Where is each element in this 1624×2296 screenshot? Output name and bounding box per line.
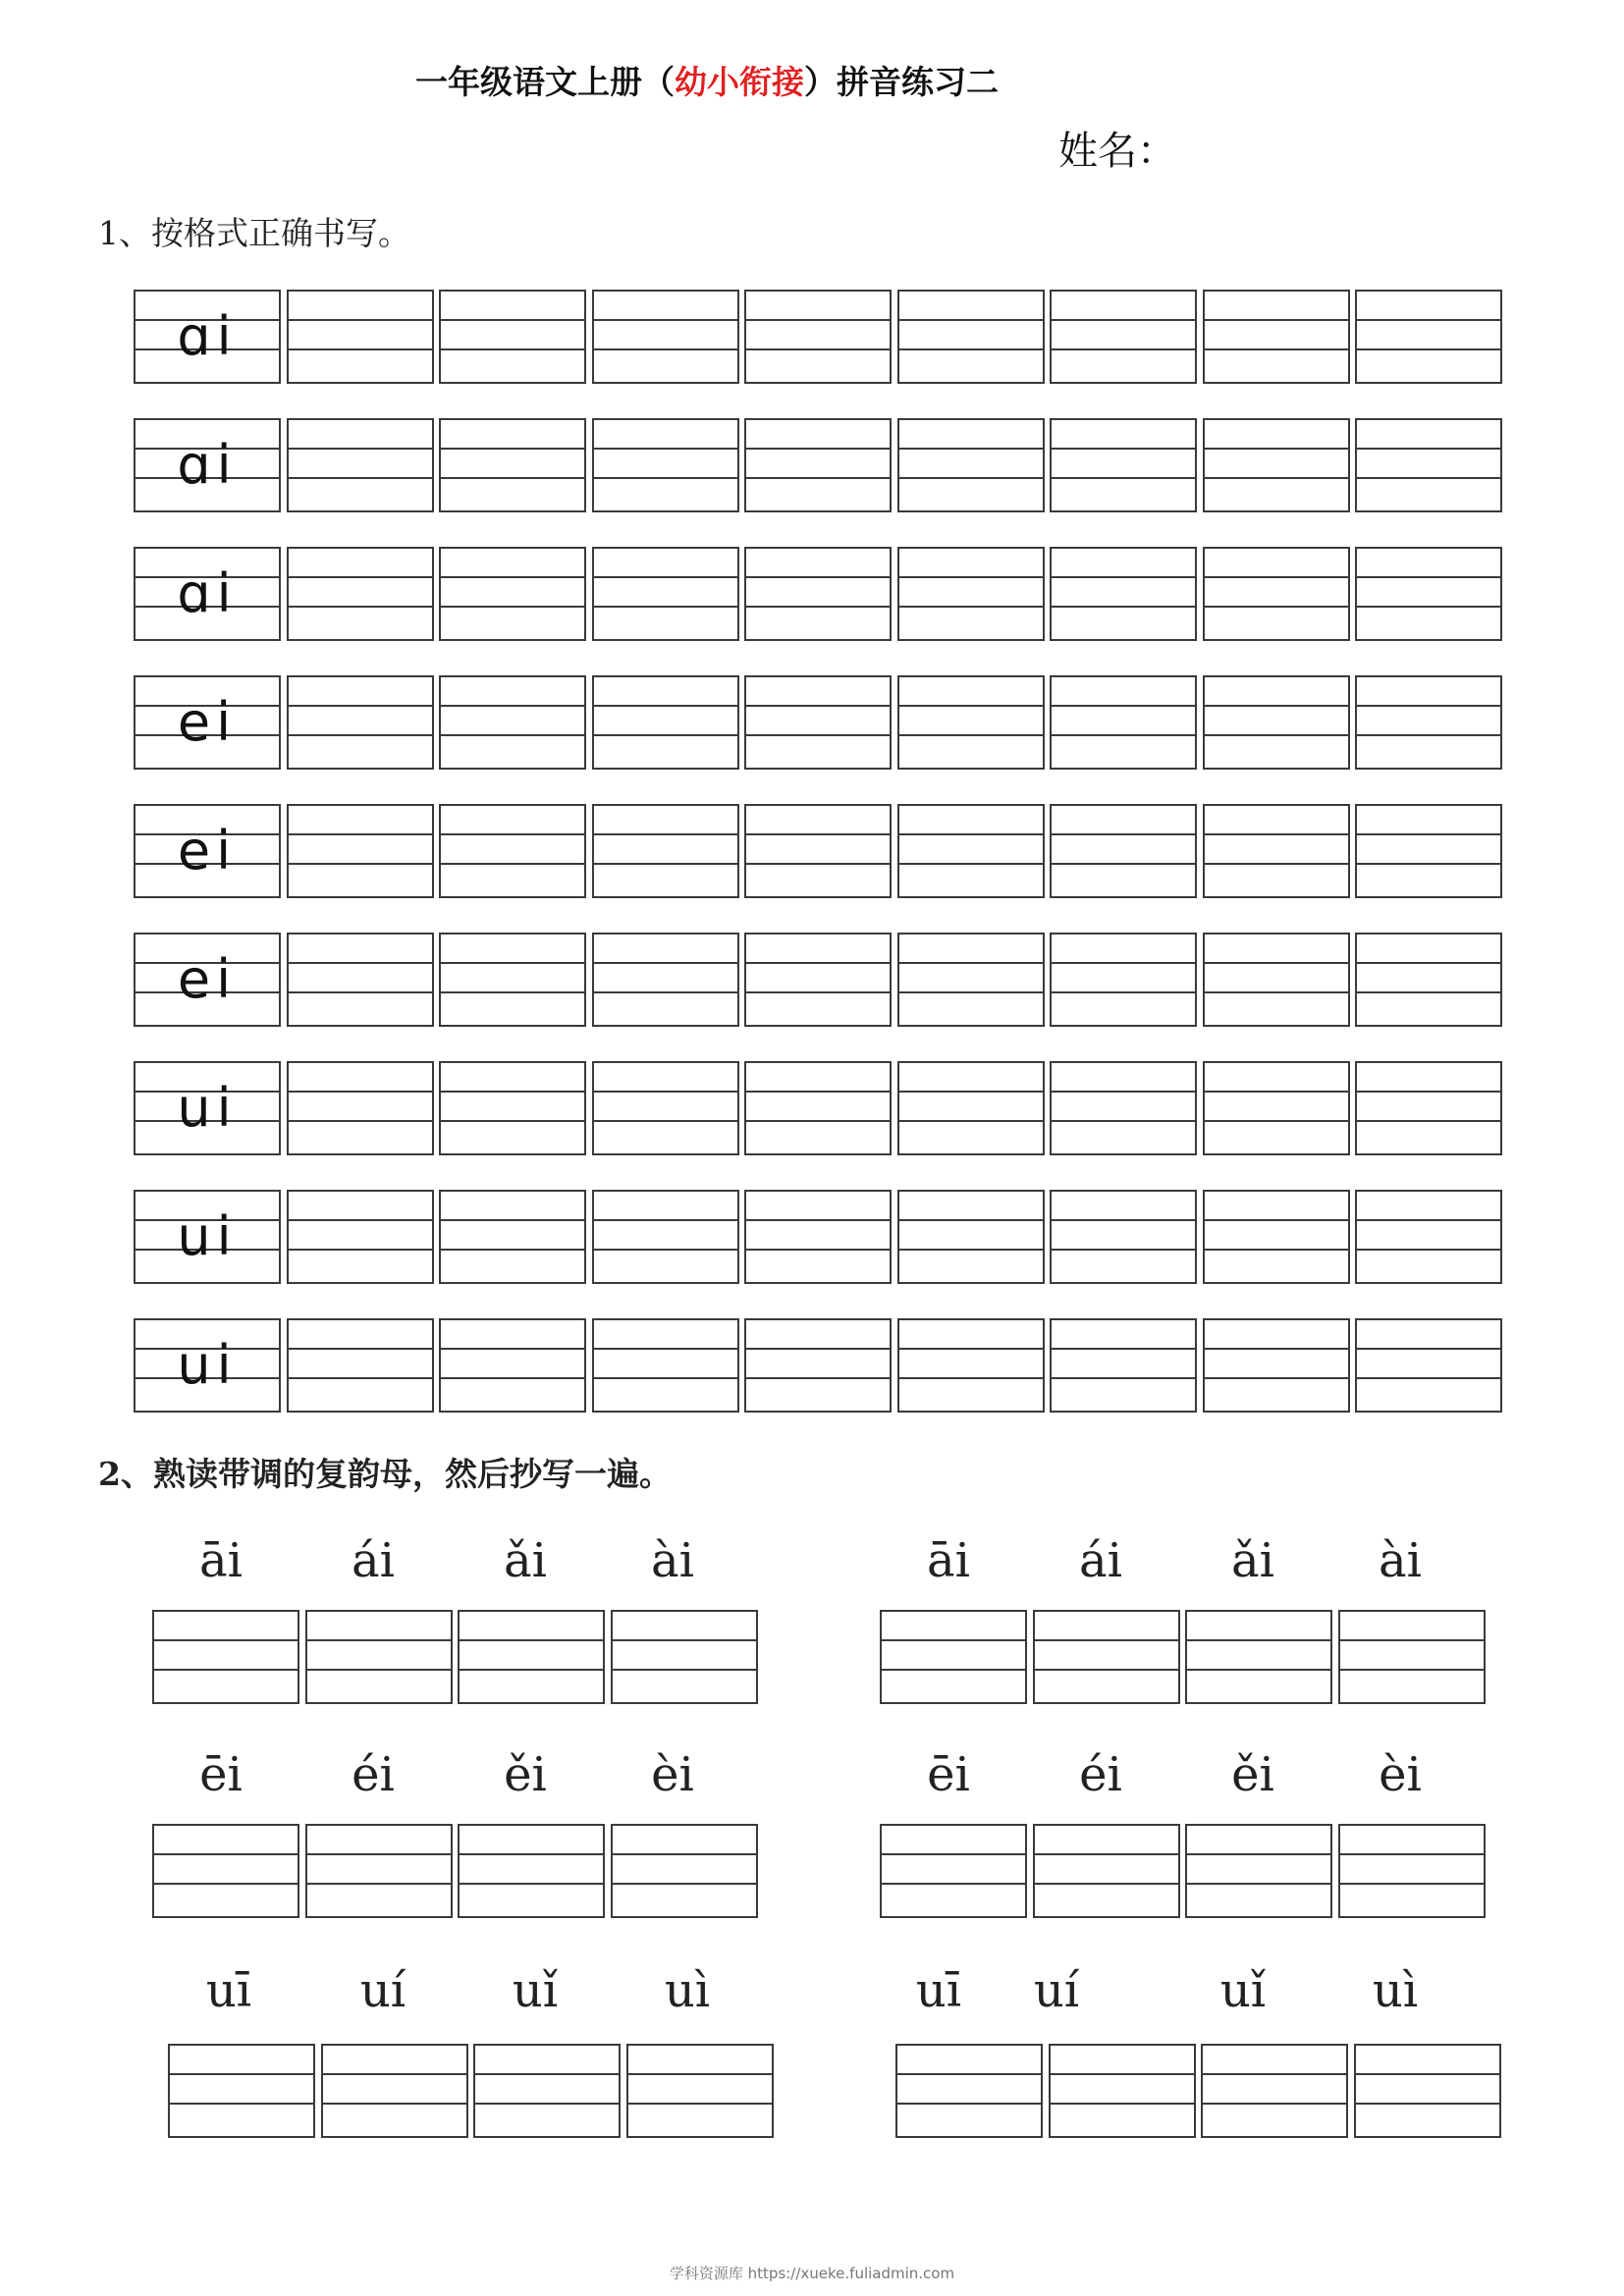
tone-syllable: ěi — [504, 1747, 547, 1802]
writing-cell[interactable] — [897, 1190, 1045, 1284]
writing-cell[interactable] — [458, 1610, 605, 1704]
writing-cell[interactable] — [1355, 933, 1502, 1027]
tone-syllable: ǎi — [504, 1533, 547, 1588]
writing-cell[interactable] — [1355, 804, 1502, 898]
writing-cell[interactable] — [1203, 933, 1350, 1027]
writing-cell[interactable] — [895, 2044, 1043, 2138]
title-suffix: ）拼音练习二 — [804, 63, 999, 101]
writing-cell[interactable] — [1338, 1610, 1486, 1704]
writing-cell[interactable] — [439, 547, 586, 641]
writing-cell[interactable] — [592, 1318, 739, 1413]
pinyin-example: ui — [177, 1077, 238, 1139]
tone-syllable: ěi — [1231, 1747, 1274, 1802]
tone-syllable: ǎi — [1231, 1533, 1274, 1588]
tone-syllable: āi — [199, 1533, 243, 1588]
writing-cell[interactable] — [439, 1190, 586, 1284]
writing-cell[interactable] — [1050, 1061, 1197, 1155]
writing-cell[interactable] — [1185, 1610, 1332, 1704]
title-highlight: 幼小衔接 — [675, 63, 804, 101]
writing-cell[interactable] — [1050, 933, 1197, 1027]
writing-cell[interactable] — [1050, 804, 1197, 898]
writing-cell[interactable] — [897, 1318, 1045, 1413]
writing-cell[interactable] — [897, 418, 1045, 512]
writing-cell[interactable] — [592, 1061, 739, 1155]
tone-syllable: èi — [1379, 1747, 1422, 1802]
writing-cell[interactable] — [744, 290, 892, 384]
pinyin-example: ui — [177, 1205, 238, 1267]
tone-syllable: uí — [359, 1963, 406, 2018]
writing-cell[interactable] — [1355, 418, 1502, 512]
writing-cell[interactable] — [626, 2044, 774, 2138]
title-prefix: 一年级语文上册（ — [415, 63, 675, 101]
writing-cell[interactable] — [439, 290, 586, 384]
writing-cell[interactable] — [1203, 1318, 1350, 1413]
writing-cell[interactable] — [287, 933, 434, 1027]
example-cell — [134, 290, 281, 384]
writing-cell[interactable] — [439, 1318, 586, 1413]
writing-cell[interactable] — [1203, 1061, 1350, 1155]
writing-cell[interactable] — [1338, 1824, 1486, 1918]
writing-cell[interactable] — [1050, 1318, 1197, 1413]
writing-cell[interactable] — [592, 675, 739, 770]
writing-cell[interactable] — [439, 933, 586, 1027]
writing-cell[interactable] — [1203, 804, 1350, 898]
tone-syllable: éi — [352, 1747, 395, 1802]
writing-cell[interactable] — [880, 1824, 1027, 1918]
writing-cell[interactable] — [744, 804, 892, 898]
writing-cell[interactable] — [287, 547, 434, 641]
example-cell — [134, 1190, 281, 1284]
writing-cell[interactable] — [880, 1610, 1027, 1704]
writing-cell[interactable] — [897, 804, 1045, 898]
writing-cell[interactable] — [168, 2044, 315, 2138]
writing-cell[interactable] — [287, 418, 434, 512]
tone-syllable: ēi — [199, 1747, 243, 1802]
example-cell — [134, 1061, 281, 1155]
writing-cell[interactable] — [1203, 675, 1350, 770]
writing-cell[interactable] — [287, 1318, 434, 1413]
writing-cell[interactable] — [1050, 418, 1197, 512]
writing-cell[interactable] — [744, 1061, 892, 1155]
writing-cell[interactable] — [439, 1061, 586, 1155]
writing-cell[interactable] — [744, 1190, 892, 1284]
writing-cell[interactable] — [287, 1061, 434, 1155]
writing-cell[interactable] — [592, 1190, 739, 1284]
writing-cell[interactable] — [458, 1824, 605, 1918]
pinyin-example: ei — [177, 948, 238, 1010]
writing-cell[interactable] — [744, 418, 892, 512]
writing-cell[interactable] — [744, 933, 892, 1027]
example-cell — [134, 933, 281, 1027]
writing-cell[interactable] — [897, 1061, 1045, 1155]
writing-cell[interactable] — [1203, 547, 1350, 641]
writing-cell[interactable] — [592, 290, 739, 384]
writing-cell[interactable] — [897, 675, 1045, 770]
writing-cell[interactable] — [152, 1610, 299, 1704]
page-title — [0, 57, 1414, 103]
writing-cell[interactable] — [611, 1824, 758, 1918]
writing-cell[interactable] — [305, 1610, 453, 1704]
tone-syllable: ái — [1079, 1533, 1122, 1588]
pinyin-example: ɑi — [177, 562, 238, 624]
example-cell — [134, 547, 281, 641]
pinyin-example: ɑi — [177, 305, 238, 367]
tone-syllable: uī — [205, 1963, 252, 2018]
pinyin-example: ei — [177, 820, 238, 881]
writing-cell[interactable] — [1354, 2044, 1501, 2138]
writing-cell[interactable] — [611, 1610, 758, 1704]
pinyin-example: ɑi — [177, 434, 238, 496]
writing-cell[interactable] — [1050, 290, 1197, 384]
writing-cell[interactable] — [1355, 675, 1502, 770]
writing-cell[interactable] — [897, 547, 1045, 641]
writing-cell[interactable] — [744, 675, 892, 770]
writing-cell[interactable] — [1355, 1061, 1502, 1155]
writing-cell[interactable] — [1201, 2044, 1348, 2138]
tone-syllable: uī — [915, 1963, 962, 2018]
tone-syllable: éi — [1079, 1747, 1122, 1802]
writing-cell[interactable] — [287, 804, 434, 898]
writing-cell[interactable] — [1185, 1824, 1332, 1918]
tone-syllable: ài — [1379, 1533, 1422, 1588]
tone-syllable: uí — [1033, 1963, 1080, 2018]
pinyin-example: ui — [177, 1334, 238, 1396]
writing-cell[interactable] — [439, 804, 586, 898]
writing-cell[interactable] — [152, 1824, 299, 1918]
writing-cell[interactable] — [592, 804, 739, 898]
example-cell — [134, 418, 281, 512]
writing-cell[interactable] — [1049, 2044, 1196, 2138]
writing-cell[interactable] — [1050, 1190, 1197, 1284]
writing-cell[interactable] — [1355, 547, 1502, 641]
writing-cell[interactable] — [473, 2044, 621, 2138]
writing-cell[interactable] — [287, 675, 434, 770]
writing-cell[interactable] — [1355, 290, 1502, 384]
footer-watermark: 学科资源库 https://xueke.fuliadmin.com — [669, 2265, 955, 2282]
tone-syllable: ēi — [927, 1747, 970, 1802]
writing-cell[interactable] — [1050, 547, 1197, 641]
section1-heading: 1、按格式正确书写。 — [98, 214, 410, 252]
example-cell — [134, 804, 281, 898]
name-label: 姓名： — [1058, 129, 1176, 174]
writing-cell[interactable] — [1203, 1190, 1350, 1284]
writing-cell[interactable] — [592, 933, 739, 1027]
tone-syllable: uǐ — [512, 1963, 559, 2018]
tone-syllable: uì — [1372, 1963, 1419, 2018]
pinyin-example: ei — [177, 691, 238, 753]
writing-cell[interactable] — [744, 1318, 892, 1413]
example-cell — [134, 675, 281, 770]
writing-cell[interactable] — [1203, 418, 1350, 512]
writing-cell[interactable] — [287, 290, 434, 384]
tone-syllable: ái — [352, 1533, 395, 1588]
writing-cell[interactable] — [897, 290, 1045, 384]
writing-cell[interactable] — [1203, 290, 1350, 384]
writing-cell[interactable] — [287, 1190, 434, 1284]
writing-cell[interactable] — [1033, 1824, 1180, 1918]
writing-cell[interactable] — [1050, 675, 1197, 770]
tone-syllable: uì — [664, 1963, 711, 2018]
writing-cell[interactable] — [1033, 1610, 1180, 1704]
writing-cell[interactable] — [592, 547, 739, 641]
writing-cell[interactable] — [592, 418, 739, 512]
tone-syllable: èi — [651, 1747, 694, 1802]
tone-syllable: uǐ — [1219, 1963, 1267, 2018]
writing-cell[interactable] — [897, 933, 1045, 1027]
writing-cell[interactable] — [439, 418, 586, 512]
writing-cell[interactable] — [1355, 1318, 1502, 1413]
section2-heading: 2、熟读带调的复韵母，然后抄写一遍。 — [98, 1455, 672, 1493]
writing-cell[interactable] — [1355, 1190, 1502, 1284]
tone-syllable: āi — [927, 1533, 970, 1588]
writing-cell[interactable] — [744, 547, 892, 641]
example-cell — [134, 1318, 281, 1413]
tone-syllable: ài — [651, 1533, 694, 1588]
writing-cell[interactable] — [439, 675, 586, 770]
writing-cell[interactable] — [321, 2044, 468, 2138]
writing-cell[interactable] — [305, 1824, 453, 1918]
